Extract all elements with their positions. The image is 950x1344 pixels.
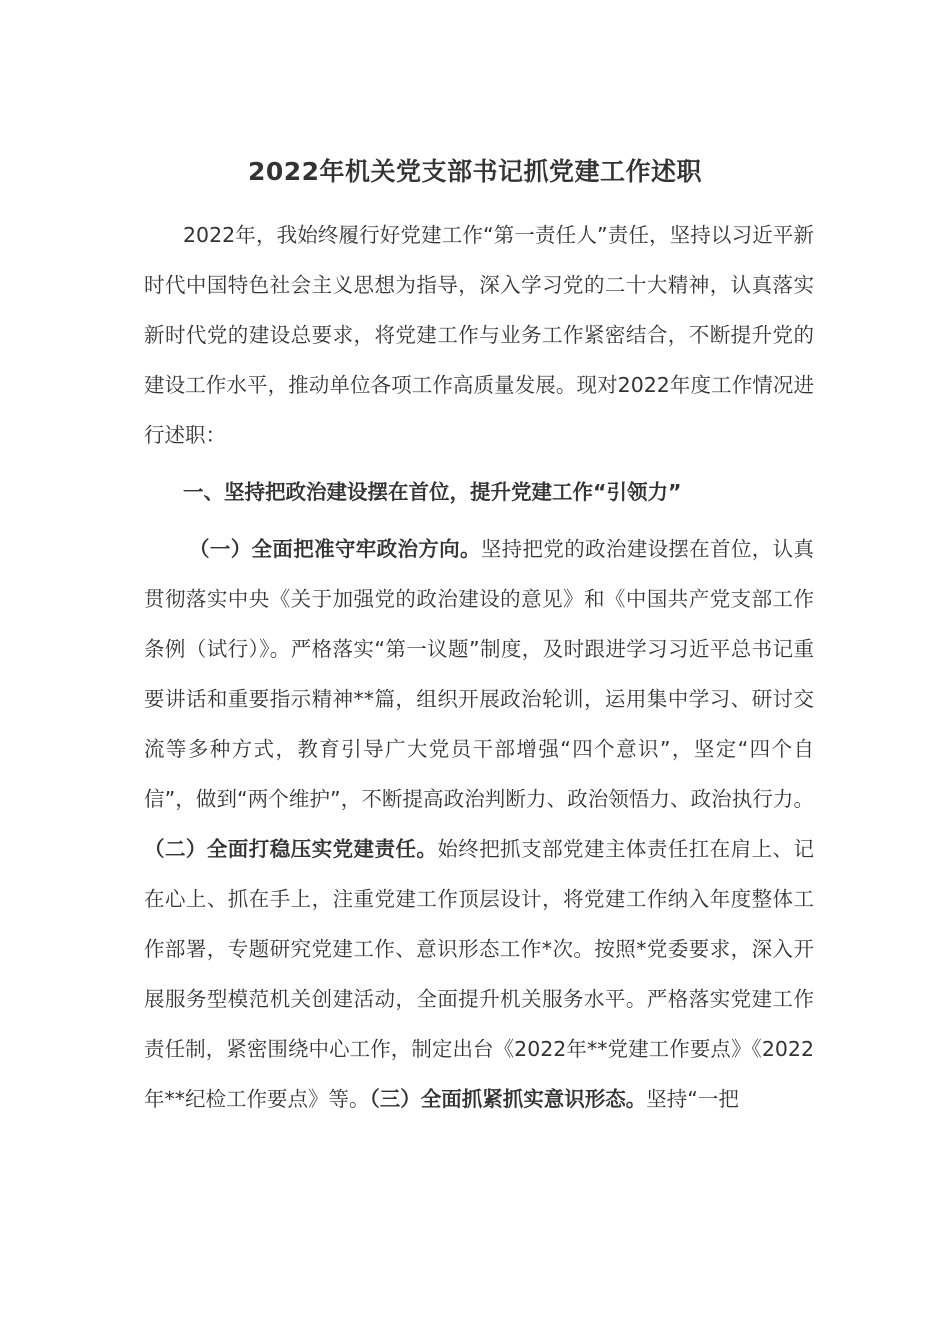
item3-text: 坚持“一把 bbox=[646, 1087, 739, 1111]
item1-text: 坚持把党的政治建设摆在首位，认真贯彻落实中央《关于加强党的政治建设的意见》和《中国共产党支部工作条例（试行）》。严格落实“第一议题”制度，及时跟进学习习近平总书记重要讲话和重要指示精神**篇，组织开展政治轮训，运用集中学习、研讨交流等多种方式，教育引导广大党员干部增强“四个意识”，坚定“四个自信”，做到“两个维护”，不断提高政治判断力、政治领悟力、政治执行力。 bbox=[144, 537, 814, 811]
item2-text: 始终把抓支部党建主体责任扛在肩上、记在心上、抓在手上，注重党建工作顶层设计，将党建工作纳入年度整体工作部署，专题研究党建工作、意识形态工作*次。按照*党委要求，深入开展服务型模范机关创建活动，全面提升机关服务水平。严格落实党建工作责任制，紧密围绕中心工作，制定出台《2022年**党建工作要点》《2022年**纪检工作要点》等。 bbox=[144, 837, 815, 1111]
section-heading: 一、坚持把政治建设摆在首位，提升党建工作“引领力” bbox=[183, 480, 682, 504]
item3-heading: （三）全面抓紧抓实意识形态。 bbox=[369, 1087, 647, 1111]
document-title: 2022年机关党支部书记抓党建工作述职 bbox=[247, 157, 703, 186]
intro-paragraph: 2022年，我始终履行好党建工作“第一责任人”责任，坚持以习近平新时代中国特色社会主义思想为指导，深入学习党的二十大精神，认真落实新时代党的建设总要求，将党建工作与业务工作紧密结合，不断提升党的建设工作水平，推动单位各项工作高质量发展。现对2022年度工作情况进行述职： bbox=[144, 223, 814, 447]
section-body-paragraph bbox=[144, 524, 814, 1124]
item1-heading: （一）全面把准守牢政治方向。 bbox=[189, 537, 481, 561]
item2-heading: （二）全面打稳压实党建责任。 bbox=[144, 837, 438, 861]
